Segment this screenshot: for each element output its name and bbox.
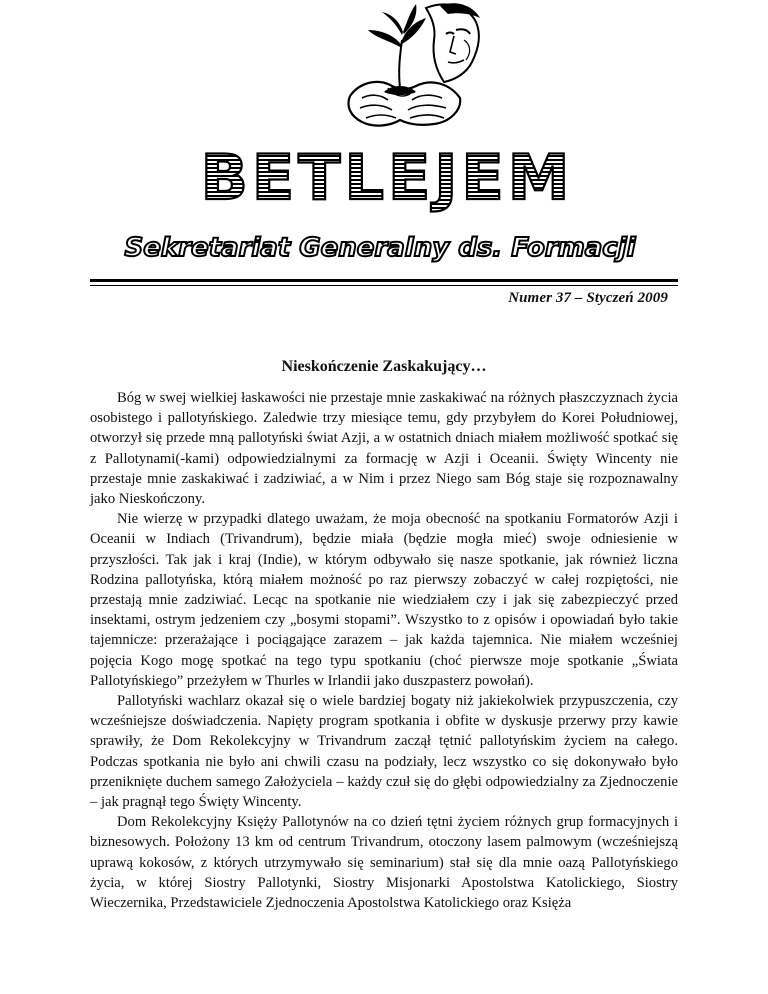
- masthead-title: [200, 135, 574, 215]
- paragraph: Bóg w swej wielkiej łaskawości nie przestaje mnie zaskakiwać na różnych płaszczyznach życia osobistego i pallotyńskiego. Zaledwie trzy miesiące temu, gdy przybyłem do Korei Południowej, otworzył się przede mną pallotyński świat Azji, a w ostatnich dniach miałem możliwość spotkać się z Pallotynami(-kami) odpowiedzialnymi za formację w Azji i Oceanii. Święty Wincenty nie przestaje mnie zaskakiwać i zadziwiać, a w Nim i przez Niego sam Bóg staje się rozpoznawalny jako Nieskończony.: [90, 390, 678, 508]
- masthead-subtitle: [124, 222, 636, 270]
- paragraph: Nie wierzę w przypadki dlatego uważam, że moja obecność na spotkaniu Formatorów Azji i Oceanii w Indiach (Trivandrum), będzie miała (będzie mogła mieć) swoje odniesienie w przyszłości. Tak jak i kraj (Indie), w którym odbywało się nasze spotkanie, jak również liczna Rodzina pallotyńska, którą miałem możność po raz pierwszy zobaczyć w całej rozpiętości, nie przestają mnie zadziwiać. Lecąc na spotkanie nie wiedziałem czy i jak się zabezpieczyć przed insektami, ostrym jedzeniem czy „bosymi stopami”. Wszystko to z opisów i opowiadań było takie tajemnicze: przerażające i pociągające zarazem – jak każda tajemnica. Nie miałem wcześniej pojęcia Kogo mogę spotkać na tego typu spotkaniu (choć pierwsze moje spotkanie „Świata Pallotyńskiego” przeżyłem w Thurles w Irlandii jako duszpasterz powołań).: [90, 511, 678, 689]
- paragraph: Dom Rekolekcyjny Księży Pallotynów na co dzień tętni życiem różnych grup formacyjnych i biznesowych. Położony 13 km od centrum Trivandrum, otoczony lasem palmowym (wcześniejszą uprawą kokosów, z których utrzymywało się seminarium) stał się dla mnie oazą Pallotyńskiego życia, w której Siostry Pallotynki, Siostry Misjonarki Apostolstwa Katolickiego, Siostry Wieczernika, Przedstawiciele Zjednoczenia Apostolstwa Katolickiego oraz Księża: [90, 814, 678, 912]
- header-rule-thick: [90, 279, 678, 282]
- issue-number: Numer 37 – Styczeń 2009: [508, 290, 668, 306]
- paragraph: Pallotyński wachlarz okazał się o wiele bardziej bogaty niż jakiekolwiek przypuszczenia, czy wcześniejsze doświadczenia. Napięty program spotkania i obfite w dyskusje przerwy przy kawie sprawiły, że Dom Rekolekcyjny w Trivandrum zaczął tętnić pallotyńskim życiem na całego. Podczas spotkania nie było ani chwili czasu na podziały, lecz wszystko co się dokonywało było przeniknięte duchem samego Założyciela – każdy czuł się do głębi odpowiedzialny za Zjednoczenie – jak pragnął tego Święty Wincenty.: [90, 693, 678, 811]
- svg-text:Sekretariat Generalny ds. Form: Sekretariat Generalny ds. Formacji: [124, 233, 636, 263]
- hands-holding-seedling-icon: [250, 0, 550, 145]
- masthead: [0, 0, 768, 290]
- header-rule-thin: [90, 285, 678, 286]
- svg-text:BETLEJEM: BETLEJEM: [200, 141, 574, 214]
- article-title: Nieskończenie Zaskakujący…: [281, 358, 487, 375]
- article-body: [90, 388, 678, 913]
